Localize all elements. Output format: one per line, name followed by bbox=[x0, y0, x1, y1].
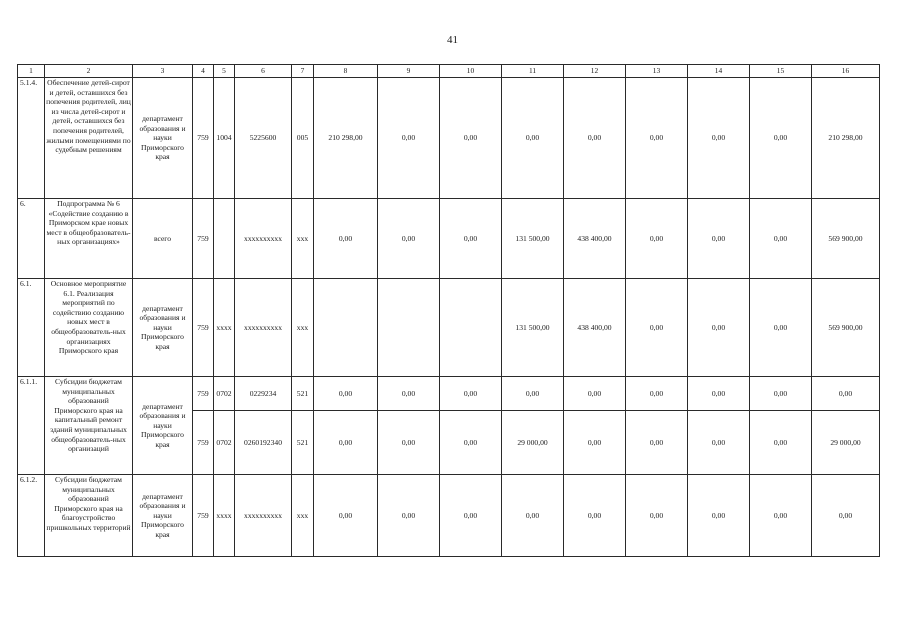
value-cell: 0,00 bbox=[688, 78, 750, 199]
header-cell: 2 bbox=[45, 65, 133, 78]
value-cell: 0,00 bbox=[688, 475, 750, 557]
row-rzpr: xxxx bbox=[214, 279, 235, 377]
value-cell: 0,00 bbox=[626, 377, 688, 411]
value-cell: 0,00 bbox=[626, 411, 688, 475]
value-cell: 0,00 bbox=[502, 377, 564, 411]
row-csr: xxxxxxxxxx bbox=[235, 279, 292, 377]
header-cell: 5 bbox=[214, 65, 235, 78]
row-name: Подпрограмма № 6 «Содействие созданию в Приморском крае новых мест в общеобразователь-ных организациях» bbox=[45, 199, 133, 279]
row-vr: 521 bbox=[292, 377, 314, 411]
value-cell: 0,00 bbox=[812, 475, 880, 557]
value-cell: 0,00 bbox=[750, 475, 812, 557]
row-csr: 0229234 bbox=[235, 377, 292, 411]
value-cell: 0,00 bbox=[378, 78, 440, 199]
value-cell: 0,00 bbox=[626, 78, 688, 199]
header-cell: 14 bbox=[688, 65, 750, 78]
table-row bbox=[18, 279, 880, 377]
header-cell: 6 bbox=[235, 65, 292, 78]
row-grbs: 759 bbox=[193, 475, 214, 557]
header-cell: 15 bbox=[750, 65, 812, 78]
value-cell: 0,00 bbox=[688, 377, 750, 411]
value-cell: 0,00 bbox=[750, 377, 812, 411]
row-code: 6.1.2. bbox=[18, 475, 45, 557]
value-cell: 0,00 bbox=[688, 279, 750, 377]
row-name: Обеспечение детей-сирот и детей, оставшихся без попечения родителей, лиц из числа детей-сирот и детей, оставшихся без попечения родителей, жилыми помещениями по судебным решениям bbox=[45, 78, 133, 199]
value-cell: 0,00 bbox=[502, 78, 564, 199]
value-cell: 0,00 bbox=[440, 475, 502, 557]
row-grbs: 759 bbox=[193, 279, 214, 377]
header-cell: 4 bbox=[193, 65, 214, 78]
row-code: 6. bbox=[18, 199, 45, 279]
row-name: Основное мероприятие 6.1. Реализация мероприятий по содействию созданию новых мест в общеобразователь-ных организациях Приморского края bbox=[45, 279, 133, 377]
table-row bbox=[18, 199, 880, 279]
value-cell bbox=[378, 279, 440, 377]
row-code: 6.1. bbox=[18, 279, 45, 377]
value-cell bbox=[440, 279, 502, 377]
value-cell: 569 900,00 bbox=[812, 199, 880, 279]
value-cell: 0,00 bbox=[564, 78, 626, 199]
value-cell: 210 298,00 bbox=[812, 78, 880, 199]
value-cell: 29 000,00 bbox=[812, 411, 880, 475]
value-cell: 0,00 bbox=[750, 199, 812, 279]
value-cell: 0,00 bbox=[378, 199, 440, 279]
value-cell: 0,00 bbox=[314, 199, 378, 279]
value-cell: 0,00 bbox=[626, 199, 688, 279]
header-cell: 9 bbox=[378, 65, 440, 78]
row-code: 5.1.4. bbox=[18, 78, 45, 199]
value-cell: 0,00 bbox=[750, 279, 812, 377]
header-cell: 8 bbox=[314, 65, 378, 78]
row-rzpr bbox=[214, 199, 235, 279]
value-cell: 0,00 bbox=[314, 377, 378, 411]
value-cell: 0,00 bbox=[688, 411, 750, 475]
value-cell: 0,00 bbox=[440, 78, 502, 199]
value-cell bbox=[314, 279, 378, 377]
value-cell: 569 900,00 bbox=[812, 279, 880, 377]
value-cell: 0,00 bbox=[314, 411, 378, 475]
table-row bbox=[18, 475, 880, 557]
row-csr: xxxxxxxxxx bbox=[235, 475, 292, 557]
row-executor: департамент образования и науки Приморского края bbox=[133, 377, 193, 475]
value-cell: 0,00 bbox=[564, 411, 626, 475]
header-cell: 11 bbox=[502, 65, 564, 78]
value-cell: 0,00 bbox=[564, 377, 626, 411]
row-csr: 5225600 bbox=[235, 78, 292, 199]
table-row bbox=[18, 377, 880, 411]
row-grbs: 759 bbox=[193, 199, 214, 279]
header-row bbox=[18, 65, 880, 78]
row-grbs: 759 bbox=[193, 411, 214, 475]
row-executor: департамент образования и науки Приморского края bbox=[133, 279, 193, 377]
header-cell: 1 bbox=[18, 65, 45, 78]
row-vr: 521 bbox=[292, 411, 314, 475]
value-cell: 0,00 bbox=[378, 411, 440, 475]
value-cell: 438 400,00 bbox=[564, 199, 626, 279]
value-cell: 0,00 bbox=[440, 411, 502, 475]
row-rzpr: xxxx bbox=[214, 475, 235, 557]
value-cell: 0,00 bbox=[564, 475, 626, 557]
header-cell: 10 bbox=[440, 65, 502, 78]
header-cell: 13 bbox=[626, 65, 688, 78]
value-cell: 0,00 bbox=[440, 377, 502, 411]
row-rzpr: 1004 bbox=[214, 78, 235, 199]
row-vr: 005 bbox=[292, 78, 314, 199]
value-cell: 0,00 bbox=[378, 377, 440, 411]
value-cell: 0,00 bbox=[314, 475, 378, 557]
row-vr: xxx bbox=[292, 279, 314, 377]
value-cell: 0,00 bbox=[440, 199, 502, 279]
row-code: 6.1.1. bbox=[18, 377, 45, 475]
row-grbs: 759 bbox=[193, 377, 214, 411]
value-cell: 0,00 bbox=[688, 199, 750, 279]
value-cell: 0,00 bbox=[750, 78, 812, 199]
header-cell: 7 bbox=[292, 65, 314, 78]
value-cell: 0,00 bbox=[750, 411, 812, 475]
row-executor: всего bbox=[133, 199, 193, 279]
header-cell: 3 bbox=[133, 65, 193, 78]
page-number: 41 bbox=[447, 34, 458, 46]
value-cell: 0,00 bbox=[378, 475, 440, 557]
value-cell: 0,00 bbox=[626, 475, 688, 557]
header-cell: 16 bbox=[812, 65, 880, 78]
row-executor: департамент образования и науки Приморского края bbox=[133, 475, 193, 557]
row-csr: 0260192340 bbox=[235, 411, 292, 475]
header-cell: 12 bbox=[564, 65, 626, 78]
value-cell: 131 500,00 bbox=[502, 279, 564, 377]
row-vr: xxx bbox=[292, 475, 314, 557]
row-grbs: 759 bbox=[193, 78, 214, 199]
table-row bbox=[18, 78, 880, 199]
row-executor: департамент образования и науки Приморского края bbox=[133, 78, 193, 199]
row-rzpr: 0702 bbox=[214, 411, 235, 475]
budget-table bbox=[17, 64, 880, 557]
row-vr: xxx bbox=[292, 199, 314, 279]
row-rzpr: 0702 bbox=[214, 377, 235, 411]
value-cell: 131 500,00 bbox=[502, 199, 564, 279]
value-cell: 210 298,00 bbox=[314, 78, 378, 199]
value-cell: 29 000,00 bbox=[502, 411, 564, 475]
row-csr: xxxxxxxxxx bbox=[235, 199, 292, 279]
row-name: Субсидии бюджетам муниципальных образований Приморского края на благоустройство пришкольных территорий bbox=[45, 475, 133, 557]
value-cell: 438 400,00 bbox=[564, 279, 626, 377]
value-cell: 0,00 bbox=[502, 475, 564, 557]
value-cell: 0,00 bbox=[812, 377, 880, 411]
value-cell: 0,00 bbox=[626, 279, 688, 377]
row-name: Субсидии бюджетам муниципальных образований Приморского края на капитальный ремонт зданий муниципальных общеобразователь-ных организаций bbox=[45, 377, 133, 475]
